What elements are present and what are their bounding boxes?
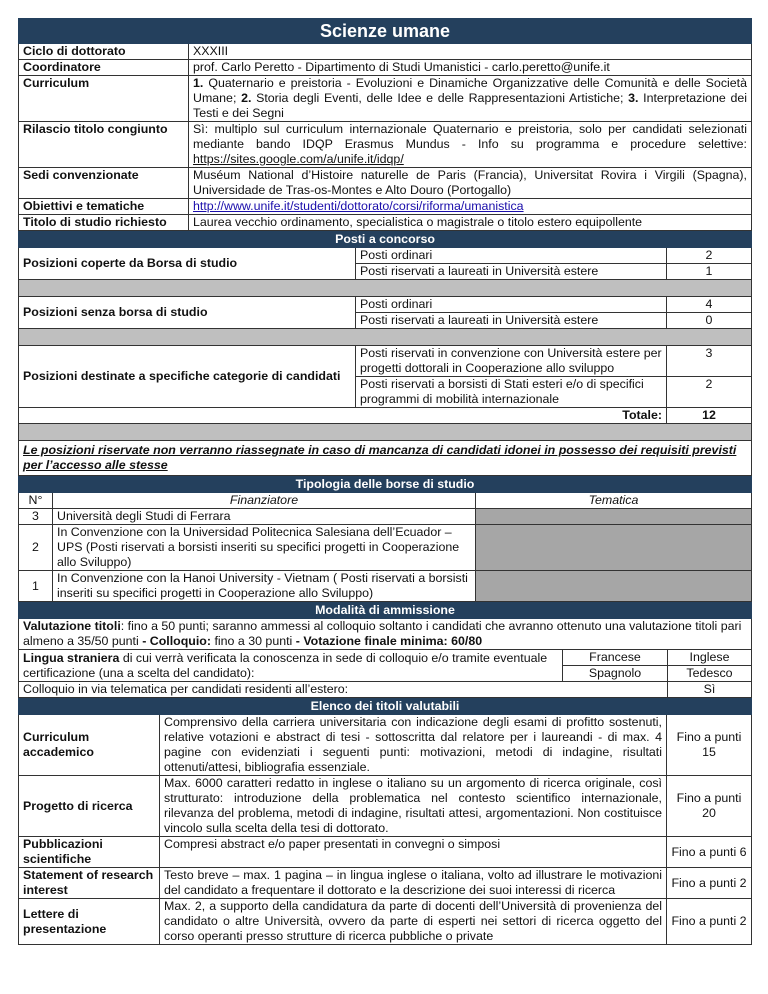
telematica-value: Sì	[668, 682, 752, 698]
obiettivi-label: Obiettivi e tematiche	[19, 199, 189, 215]
separator	[19, 329, 752, 346]
posti-table	[18, 231, 752, 476]
curr-value	[189, 76, 752, 122]
borsa-finanziatore: Università degli Studi di Ferrara	[53, 509, 476, 525]
rilascio-label: Rilascio titolo congiunto	[19, 122, 189, 168]
curr-text-1: Quaternario e preistoria - Evoluzioni e Dinamiche Organizzative delle Comunità e delle Società Umane;	[193, 76, 747, 105]
idqp-link[interactable]: https://sites.google.com/a/unife.it/idqp/	[193, 152, 404, 166]
borsa-finanziatore: In Convenzione con la Universidad Politecnica Salesiana dell’Ecuador – UPS (Posti riservati a borsisti inseriti su specifici progetti in Cooperazione allo Sviluppo)	[53, 525, 476, 571]
borsa-tematica	[476, 525, 752, 571]
sedi-label: Sedi convenzionate	[19, 168, 189, 199]
ammissione-header: Modalità di ammissione	[19, 603, 752, 619]
lang-option: Inglese	[668, 650, 752, 666]
coll-text: fino a 30 punti	[211, 634, 296, 648]
val-text: : fino a 50 punti; saranno ammessi al colloquio soltanto i candidati che avranno ottenuto una valutazione titoli pari almeno a 35/50 punti	[23, 619, 742, 648]
sedi-value: Muséum National d’Histoire naturelle de Paris (Francia), Universitat Rovira i Virgili (Spagna), Universidade de Tras-os-Montes e Alto Douro (Portogallo)	[189, 168, 752, 199]
titoli-table	[18, 698, 752, 945]
ciclo-label: Ciclo di dottorato	[19, 44, 189, 60]
separator	[19, 424, 752, 441]
curr-text-3: Interpretazione dei Testi e dei Segni	[193, 91, 747, 120]
posti-header: Posti a concorso	[19, 232, 752, 248]
senza-row-label: Posti ordinari	[356, 297, 667, 313]
coord-label: Coordinatore	[19, 60, 189, 76]
totale-label: Totale:	[19, 408, 667, 424]
spec-row-value: 3	[667, 346, 752, 377]
borse-header: Tipologia delle borse di studio	[19, 477, 752, 493]
borsa-row-label: Posti riservati a laureati in Università estere	[356, 264, 667, 280]
spec-label: Posizioni destinate a specifiche categorie di candidati	[19, 346, 356, 408]
separator	[19, 280, 752, 297]
obiettivi-value	[189, 199, 752, 215]
titolo-desc: Max. 2, a supporto della candidatura da parte di docenti dell’Università di provenienza del candidato o altre Università, ovvero da parte di esperti nei settori di ricerca oggetto del corso operanti presso strutture di ricerca pubbliche o private	[160, 899, 667, 945]
titolo-label: Curriculum accademico	[19, 715, 160, 776]
totale-value: 12	[667, 408, 752, 424]
senza-row-value: 0	[667, 313, 752, 329]
val-bold: Valutazione titoli	[23, 619, 121, 633]
reserved-note: Le posizioni riservate non verranno riassegnate in caso di mancanza di candidati idonei in possesso dei requisiti previsti per l’accesso alle stesse	[19, 441, 752, 476]
titolo-points: Fino a punti 2	[667, 868, 752, 899]
coord-value: prof. Carlo Peretto - Dipartimento di Studi Umanistici - carlo.peretto@unife.it	[189, 60, 752, 76]
titolo-label: Titolo di studio richiesto	[19, 215, 189, 231]
document	[18, 18, 752, 945]
ammissione-table	[18, 602, 752, 698]
lang-option: Tedesco	[668, 666, 752, 682]
titolo-label: Statement of research interest	[19, 868, 160, 899]
titolo-points: Fino a punti 15	[667, 715, 752, 776]
titolo-desc: Testo breve – max. 1 pagina – in lingua inglese o italiana, volto ad illustrare le motivazioni del candidato a frequentare il dottorato e la descrizione dei suoi interessi di ricerca	[160, 868, 667, 899]
col-finanziatore: Finanziatore	[53, 493, 476, 509]
senza-label: Posizioni senza borsa di studio	[19, 297, 356, 329]
titolo-desc: Compresi abstract e/o paper presentati in convegni o simposi	[160, 837, 667, 868]
curr-label: Curriculum	[19, 76, 189, 122]
spec-row-label: Posti riservati a borsisti di Stati esteri e/o di specifici programmi di mobilità internazionale	[356, 377, 667, 408]
info-table	[18, 18, 752, 231]
titolo-label: Pubblicazioni scientifiche	[19, 837, 160, 868]
telematica-label: Colloquio in via telematica per candidati residenti all’estero:	[19, 682, 668, 698]
titolo-points: Fino a punti 6	[667, 837, 752, 868]
spec-row-value: 2	[667, 377, 752, 408]
obiettivi-link[interactable]: http://www.unife.it/studenti/dottorato/corsi/riforma/umanistica	[193, 199, 524, 213]
borsa-label: Posizioni coperte da Borsa di studio	[19, 248, 356, 280]
lingua-text	[19, 650, 563, 682]
coll-bold: - Colloquio:	[142, 634, 212, 648]
spec-row-label: Posti riservati in convenzione con Università estere per progetti dottorali in Cooperazione allo sviluppo	[356, 346, 667, 377]
valutazione-text	[19, 619, 752, 650]
titolo-value: Laurea vecchio ordinamento, specialistica o magistrale o titolo estero equipollente	[189, 215, 752, 231]
titolo-points: Fino a punti 20	[667, 776, 752, 837]
curr-num-3: 3.	[628, 91, 639, 105]
borsa-finanziatore: In Convenzione con la Hanoi University - Vietnam ( Posti riservati a borsisti inseriti su specifici progetti in Cooperazione allo Sviluppo)	[53, 571, 476, 602]
curr-text-2: Storia degli Eventi, delle Idee e delle Rappresentazioni Artistiche;	[251, 91, 629, 105]
curr-num-1: 1.	[193, 76, 204, 90]
titolo-label: Lettere di presentazione	[19, 899, 160, 945]
lingua-bold: Lingua straniera	[23, 650, 120, 665]
titoli-header: Elenco dei titoli valutabili	[19, 699, 752, 715]
lingua-desc: di cui verrà verificata la conoscenza in sede di colloquio e/o tramite eventuale certificazione (una a scelta del candidato):	[23, 650, 548, 680]
borsa-tematica	[476, 571, 752, 602]
borsa-n: 3	[19, 509, 53, 525]
col-n: N°	[19, 493, 53, 509]
borsa-row-value: 2	[667, 248, 752, 264]
borsa-n: 2	[19, 525, 53, 571]
curr-num-2: 2.	[241, 91, 252, 105]
titolo-points: Fino a punti 2	[667, 899, 752, 945]
titolo-desc: Comprensivo della carriera universitaria con indicazione degli esami di profitto sostenuti, relative votazioni e abstract di tesi - sottoscritta dal relatore per i laureandi - di max. 4 pagine con evidenziati i seguenti punti: motivazioni, metodi di indagine, risultati ottenuti/attesi, bibliografia essenziale.	[160, 715, 667, 776]
page-title: Scienze umane	[19, 19, 752, 44]
rilascio-text: Sì: multiplo sul curriculum internazionale Quaternario e preistoria, solo per candidati selezionati mediante bando IDQP Erasmus Mundus - Info su programma e procedure selettive:	[193, 122, 747, 151]
titolo-desc: Max. 6000 caratteri redatto in inglese o italiano su un argomento di ricerca originale, così strutturato: introduzione della problematica nel contesto scientifico internazionale, rilevanza del problema, metodi di indagine, risultati attesi, argomentazioni. Non costituisce vincolo sulla scelta della tesi di dottorato.	[160, 776, 667, 837]
borsa-tematica	[476, 509, 752, 525]
borsa-row-value: 1	[667, 264, 752, 280]
lang-option: Francese	[563, 650, 668, 666]
titolo-label: Progetto di ricerca	[19, 776, 160, 837]
lang-option: Spagnolo	[563, 666, 668, 682]
ciclo-value: XXXIII	[189, 44, 752, 60]
borse-table	[18, 476, 752, 602]
finale-bold: - Votazione finale minima: 60/80	[295, 634, 483, 648]
senza-row-label: Posti riservati a laureati in Università estere	[356, 313, 667, 329]
senza-row-value: 4	[667, 297, 752, 313]
borsa-row-label: Posti ordinari	[356, 248, 667, 264]
rilascio-value	[189, 122, 752, 168]
borsa-n: 1	[19, 571, 53, 602]
col-tematica: Tematica	[476, 493, 752, 509]
